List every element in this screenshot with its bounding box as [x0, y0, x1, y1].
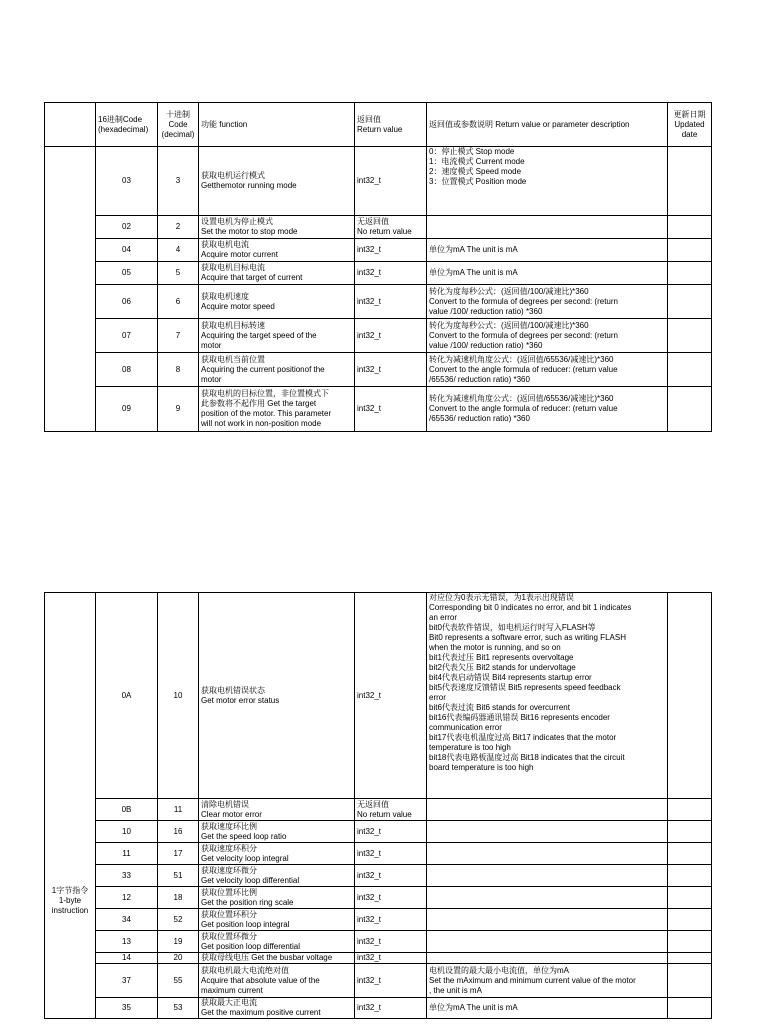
hex-code-cell: 0A: [96, 593, 158, 799]
updated-date-cell: [668, 319, 712, 353]
cell-line: bit4代表启动错误 Bit4 represents startup error: [429, 673, 592, 682]
cell-line: Convert to the formula of degrees per second: (return: [429, 330, 618, 340]
function-cell: [199, 262, 355, 285]
cell-line: 获取电机目标电流: [201, 263, 265, 272]
cell-line: bit5代表速度反馈错误 Bit5 represents speed feedback: [429, 683, 621, 692]
cell-line: int32_t: [357, 892, 382, 902]
function-cell: [199, 865, 355, 887]
cell-line: Clear motor error: [201, 809, 262, 819]
decimal-code-cell: 11: [158, 799, 199, 821]
cell-line: 对应位为0表示无错误，为1表示出现错误: [429, 593, 574, 602]
hex-code-cell: 35: [96, 998, 158, 1019]
cell-line: int32_t: [357, 690, 382, 700]
updated-date-cell: [668, 593, 712, 799]
description-cell: [427, 319, 668, 353]
cell-line: 此参数将不起作用 Get the target: [201, 399, 317, 408]
table-row: [45, 319, 712, 353]
description-cell: [427, 964, 668, 998]
description-cell: [427, 262, 668, 285]
group-cell: [45, 103, 96, 147]
cell-line: position of the motor. This parameter: [201, 409, 332, 418]
hex-code-cell: 11: [96, 843, 158, 865]
updated-date-cell: [668, 887, 712, 909]
table-row: [45, 147, 712, 216]
cell-line: 1：电流模式 Current mode: [429, 157, 525, 166]
return-value-cell: [355, 843, 427, 865]
cell-line: int32_t: [357, 914, 382, 924]
cell-line: 无返回值: [357, 799, 389, 809]
table-row: [45, 593, 712, 799]
return-value-cell: [355, 964, 427, 998]
decimal-code-cell: 4: [158, 239, 199, 262]
hex-code-cell: 09: [96, 387, 158, 432]
decimal-code-cell: 5: [158, 262, 199, 285]
description-cell: [427, 865, 668, 887]
cell-line: 获取位置环积分: [201, 909, 257, 919]
description-cell: [427, 147, 668, 216]
cell-line: No return value: [357, 227, 412, 236]
cell-line: 1字节指令: [51, 885, 89, 895]
table-row: [45, 998, 712, 1019]
cell-line: Set the mAximum and minimum current value of the motor: [429, 975, 636, 985]
decimal-code-cell: 52: [158, 909, 199, 931]
hex-code-cell: 0B: [96, 799, 158, 821]
updated-date-cell: [668, 216, 712, 239]
table-row: [45, 909, 712, 931]
table-row: [45, 387, 712, 432]
cell-line: int32_t: [357, 268, 382, 277]
return-value-cell: [355, 319, 427, 353]
function-cell: [199, 147, 355, 216]
cell-line: 获取最大正电流: [201, 998, 257, 1007]
description-cell: [427, 799, 668, 821]
return-value-cell: [355, 799, 427, 821]
decimal-code-cell: 20: [158, 953, 199, 964]
cell-line: Convert to the angle formula of reducer: (return value: [429, 404, 618, 413]
function-cell: [199, 799, 355, 821]
cell-line: Corresponding bit 0 indicates no error, and bit 1 indicates: [429, 603, 632, 612]
description-cell: [427, 239, 668, 262]
table-row: [45, 843, 712, 865]
hex-code-cell: 07: [96, 319, 158, 353]
return-value-cell: [355, 216, 427, 239]
table-row: [45, 216, 712, 239]
table-row: [45, 953, 712, 964]
updated-date-cell: [668, 843, 712, 865]
cell-line: bit16代表编码器通讯错误 Bit16 represents encoder: [429, 713, 610, 722]
return-value-cell: [355, 909, 427, 931]
hex-code-cell: 10: [96, 821, 158, 843]
cell-line: Get the maximum positive current: [201, 1008, 321, 1017]
description-cell: [427, 216, 668, 239]
function-cell: [199, 821, 355, 843]
description-cell: [427, 909, 668, 931]
cell-line: int32_t: [357, 245, 382, 254]
table-row: [45, 964, 712, 998]
decimal-code-cell: 7: [158, 319, 199, 353]
table-row: [45, 887, 712, 909]
table-row: [45, 353, 712, 387]
cell-line: Get motor error status: [201, 695, 280, 705]
description-cell: [427, 843, 668, 865]
decimal-code-cell: 3: [158, 147, 199, 216]
updated-date-cell: [668, 239, 712, 262]
cell-line: int32_t: [357, 296, 382, 306]
cell-line: 获取电机速度: [201, 291, 249, 301]
return-value-cell: [355, 593, 427, 799]
cell-line: Getthemotor running mode: [201, 181, 297, 190]
cell-line: bit0代表软件错误，如电机运行时写入FLASH等: [429, 623, 596, 632]
decimal-code-cell: 10: [158, 593, 199, 799]
group-label-cell: [45, 593, 96, 1019]
hex-code-cell: 04: [96, 239, 158, 262]
cell-line: maximum current: [201, 985, 263, 995]
cell-line: value /100/ reduction ratio) *360: [429, 340, 543, 350]
cell-line: 获取位置环比例: [201, 887, 257, 897]
header-function: 功能 function: [199, 103, 355, 147]
decimal-code-cell: 16: [158, 821, 199, 843]
decimal-code-cell: 53: [158, 998, 199, 1019]
description-cell: [427, 353, 668, 387]
command-table-2: [44, 592, 712, 1019]
cell-line: /65536/ reduction ratio) *360: [429, 414, 530, 423]
function-cell: [199, 216, 355, 239]
description-cell: [427, 821, 668, 843]
hex-code-cell: 03: [96, 147, 158, 216]
cell-line: int32_t: [357, 826, 382, 836]
header-date: 更新日期 Updated date: [668, 103, 712, 147]
cell-line: Acquire motor current: [201, 250, 278, 259]
decimal-code-cell: 6: [158, 285, 199, 319]
cell-line: int32_t: [357, 1003, 382, 1012]
cell-line: int32_t: [357, 364, 382, 374]
table-row: [45, 931, 712, 953]
function-cell: [199, 998, 355, 1019]
description-cell: [427, 953, 668, 964]
decimal-code-cell: 8: [158, 353, 199, 387]
hex-code-cell: 13: [96, 931, 158, 953]
function-cell: [199, 964, 355, 998]
table-row: [45, 799, 712, 821]
cell-line: instruction: [51, 905, 89, 915]
function-cell: [199, 843, 355, 865]
decimal-code-cell: 17: [158, 843, 199, 865]
cell-line: 转化为减速机角度公式：(返回值/65536/减速比)*360: [429, 394, 614, 403]
cell-line: 获取速度环微分: [201, 865, 257, 875]
updated-date-cell: [668, 285, 712, 319]
cell-line: int32_t: [357, 404, 382, 413]
cell-line: value /100/ reduction ratio) *360: [429, 306, 543, 316]
header-description: 返回值或参数说明 Return value or parameter description: [427, 103, 668, 147]
return-value-cell: [355, 285, 427, 319]
return-value-cell: [355, 147, 427, 216]
decimal-code-cell: 2: [158, 216, 199, 239]
cell-line: 转化为度每秒公式：(返回值/100/减速比)*360: [429, 286, 589, 296]
cell-line: 单位为mA The unit is mA: [429, 268, 518, 277]
decimal-code-cell: 19: [158, 931, 199, 953]
cell-line: bit18代表电路板温度过高 Bit18 indicates that the circuit: [429, 753, 625, 762]
cell-line: error: [429, 693, 446, 702]
return-value-cell: [355, 865, 427, 887]
function-cell: [199, 239, 355, 262]
cell-line: int32_t: [357, 330, 382, 340]
cell-line: when the motor is running, and so on: [429, 643, 561, 652]
hex-code-cell: 05: [96, 262, 158, 285]
cell-line: motor: [201, 340, 222, 350]
cell-line: Convert to the formula of degrees per second: (return: [429, 296, 618, 306]
cell-line: 2：速度模式 Speed mode: [429, 167, 522, 176]
cell-line: 获取电机当前位置: [201, 354, 265, 364]
cell-line: 3：位置模式 Position mode: [429, 177, 527, 186]
function-cell: [199, 593, 355, 799]
hex-code-cell: 02: [96, 216, 158, 239]
decimal-code-cell: 55: [158, 964, 199, 998]
header-return: 返回值 Return value: [355, 103, 427, 147]
return-value-cell: [355, 262, 427, 285]
cell-line: int32_t: [357, 848, 382, 858]
cell-line: Acquire that target of current: [201, 273, 303, 282]
hex-code-cell: 37: [96, 964, 158, 998]
cell-line: Acquiring the current positionof the: [201, 364, 325, 374]
cell-line: 获取速度环比例: [201, 821, 257, 831]
cell-line: Acquiring the target speed of the: [201, 330, 317, 340]
cell-line: 电机设置的最大最小电流值，单位为mA: [429, 965, 569, 975]
return-value-cell: [355, 821, 427, 843]
cell-line: int32_t: [357, 975, 382, 985]
cell-line: No return value: [357, 809, 412, 819]
table-row: [45, 239, 712, 262]
return-value-cell: [355, 931, 427, 953]
cell-line: 清除电机错误: [201, 799, 249, 809]
cell-line: 获取电机电流: [201, 240, 249, 249]
description-cell: [427, 998, 668, 1019]
updated-date-cell: [668, 353, 712, 387]
cell-line: temperature is too high: [429, 743, 511, 752]
updated-date-cell: [668, 821, 712, 843]
hex-code-cell: 34: [96, 909, 158, 931]
cell-line: 获取电机目标转速: [201, 320, 265, 330]
description-cell: [427, 387, 668, 432]
cell-line: int32_t: [357, 936, 382, 946]
updated-date-cell: [668, 931, 712, 953]
table-row: [45, 865, 712, 887]
cell-line: Set the motor to stop mode: [201, 227, 298, 236]
cell-line: Get position loop integral: [201, 919, 290, 929]
cell-line: Convert to the angle formula of reducer: (return value: [429, 364, 618, 374]
cell-line: int32_t: [357, 176, 382, 185]
hex-code-cell: 06: [96, 285, 158, 319]
updated-date-cell: [668, 262, 712, 285]
cell-line: bit2代表欠压 Bit2 stands for undervoltage: [429, 663, 576, 672]
table-row: [45, 821, 712, 843]
updated-date-cell: [668, 998, 712, 1019]
cell-line: Get position loop differential: [201, 941, 301, 951]
function-cell: [199, 931, 355, 953]
group-label-cell: [45, 147, 96, 432]
header-row: [45, 103, 712, 147]
function-cell: [199, 319, 355, 353]
description-cell: [427, 593, 668, 799]
cell-line: Get velocity loop integral: [201, 853, 289, 863]
description-cell: [427, 887, 668, 909]
hex-code-cell: 14: [96, 953, 158, 964]
table-row: [45, 262, 712, 285]
cell-line: 转化为减速机角度公式：(返回值/65536/减速比)*360: [429, 354, 614, 364]
cell-line: , the unit is mA: [429, 985, 482, 995]
cell-line: board temperature is too high: [429, 763, 534, 772]
cell-line: motor: [201, 374, 222, 384]
cell-line: 获取位置环微分: [201, 931, 257, 941]
updated-date-cell: [668, 865, 712, 887]
function-cell: [199, 387, 355, 432]
updated-date-cell: [668, 799, 712, 821]
cell-line: 0：停止模式 Stop mode: [429, 147, 515, 156]
hex-code-cell: 12: [96, 887, 158, 909]
cell-line: an error: [429, 613, 458, 622]
cell-line: 获取母线电压 Get the busbar voltage: [201, 953, 333, 962]
cell-line: /65536/ reduction ratio) *360: [429, 374, 530, 384]
cell-line: 单位为mA The unit is mA: [429, 245, 518, 254]
decimal-code-cell: 18: [158, 887, 199, 909]
updated-date-cell: [668, 909, 712, 931]
updated-date-cell: [668, 964, 712, 998]
cell-line: 无返回值: [357, 217, 389, 226]
table-row: [45, 285, 712, 319]
cell-line: bit1代表过压 Bit1 represents overvoltage: [429, 653, 574, 662]
function-cell: [199, 887, 355, 909]
cell-line: 获取电机运行模式: [201, 171, 265, 180]
function-cell: [199, 285, 355, 319]
cell-line: int32_t: [357, 953, 382, 962]
cell-line: 单位为mA The unit is mA: [429, 1003, 518, 1012]
return-value-cell: [355, 239, 427, 262]
return-value-cell: [355, 953, 427, 964]
cell-line: Acquire motor speed: [201, 301, 275, 311]
cell-line: 获取电机错误状态: [201, 685, 265, 695]
updated-date-cell: [668, 147, 712, 216]
return-value-cell: [355, 998, 427, 1019]
function-cell: [199, 353, 355, 387]
description-cell: [427, 931, 668, 953]
cell-line: will not work in non-position mode: [201, 419, 322, 428]
cell-line: int32_t: [357, 870, 382, 880]
header-dec: 十进制 Code (decimal): [158, 103, 199, 147]
cell-line: Bit0 represents a software error, such as writing FLASH: [429, 633, 626, 642]
cell-line: Get velocity loop differential: [201, 875, 300, 885]
decimal-code-cell: 51: [158, 865, 199, 887]
cell-line: Get the position ring scale: [201, 897, 294, 907]
cell-line: bit6代表过流 Bit6 stands for overcurrent: [429, 703, 570, 712]
decimal-code-cell: 9: [158, 387, 199, 432]
return-value-cell: [355, 887, 427, 909]
cell-line: 转化为度每秒公式：(返回值/100/减速比)*360: [429, 320, 589, 330]
cell-line: 1-byte: [58, 895, 82, 905]
updated-date-cell: [668, 387, 712, 432]
header-hex: 16进制Code (hexadecimal): [96, 103, 158, 147]
cell-line: 获取电机的目标位置，非位置模式下: [201, 389, 329, 398]
cell-line: Acquire that absolute value of the: [201, 975, 320, 985]
cell-line: Get the speed loop ratio: [201, 831, 287, 841]
cell-line: 获取电机最大电流绝对值: [201, 965, 289, 975]
function-cell: [199, 909, 355, 931]
hex-code-cell: 33: [96, 865, 158, 887]
cell-line: bit17代表电机温度过高 Bit17 indicates that the motor: [429, 733, 617, 742]
cell-line: 获取速度环积分: [201, 843, 257, 853]
hex-code-cell: 08: [96, 353, 158, 387]
updated-date-cell: [668, 953, 712, 964]
command-table-1: [44, 102, 712, 432]
description-cell: [427, 285, 668, 319]
cell-line: communication error: [429, 723, 502, 732]
return-value-cell: [355, 387, 427, 432]
cell-line: 设置电机为停止模式: [201, 217, 273, 226]
function-cell: [199, 953, 355, 964]
return-value-cell: [355, 353, 427, 387]
